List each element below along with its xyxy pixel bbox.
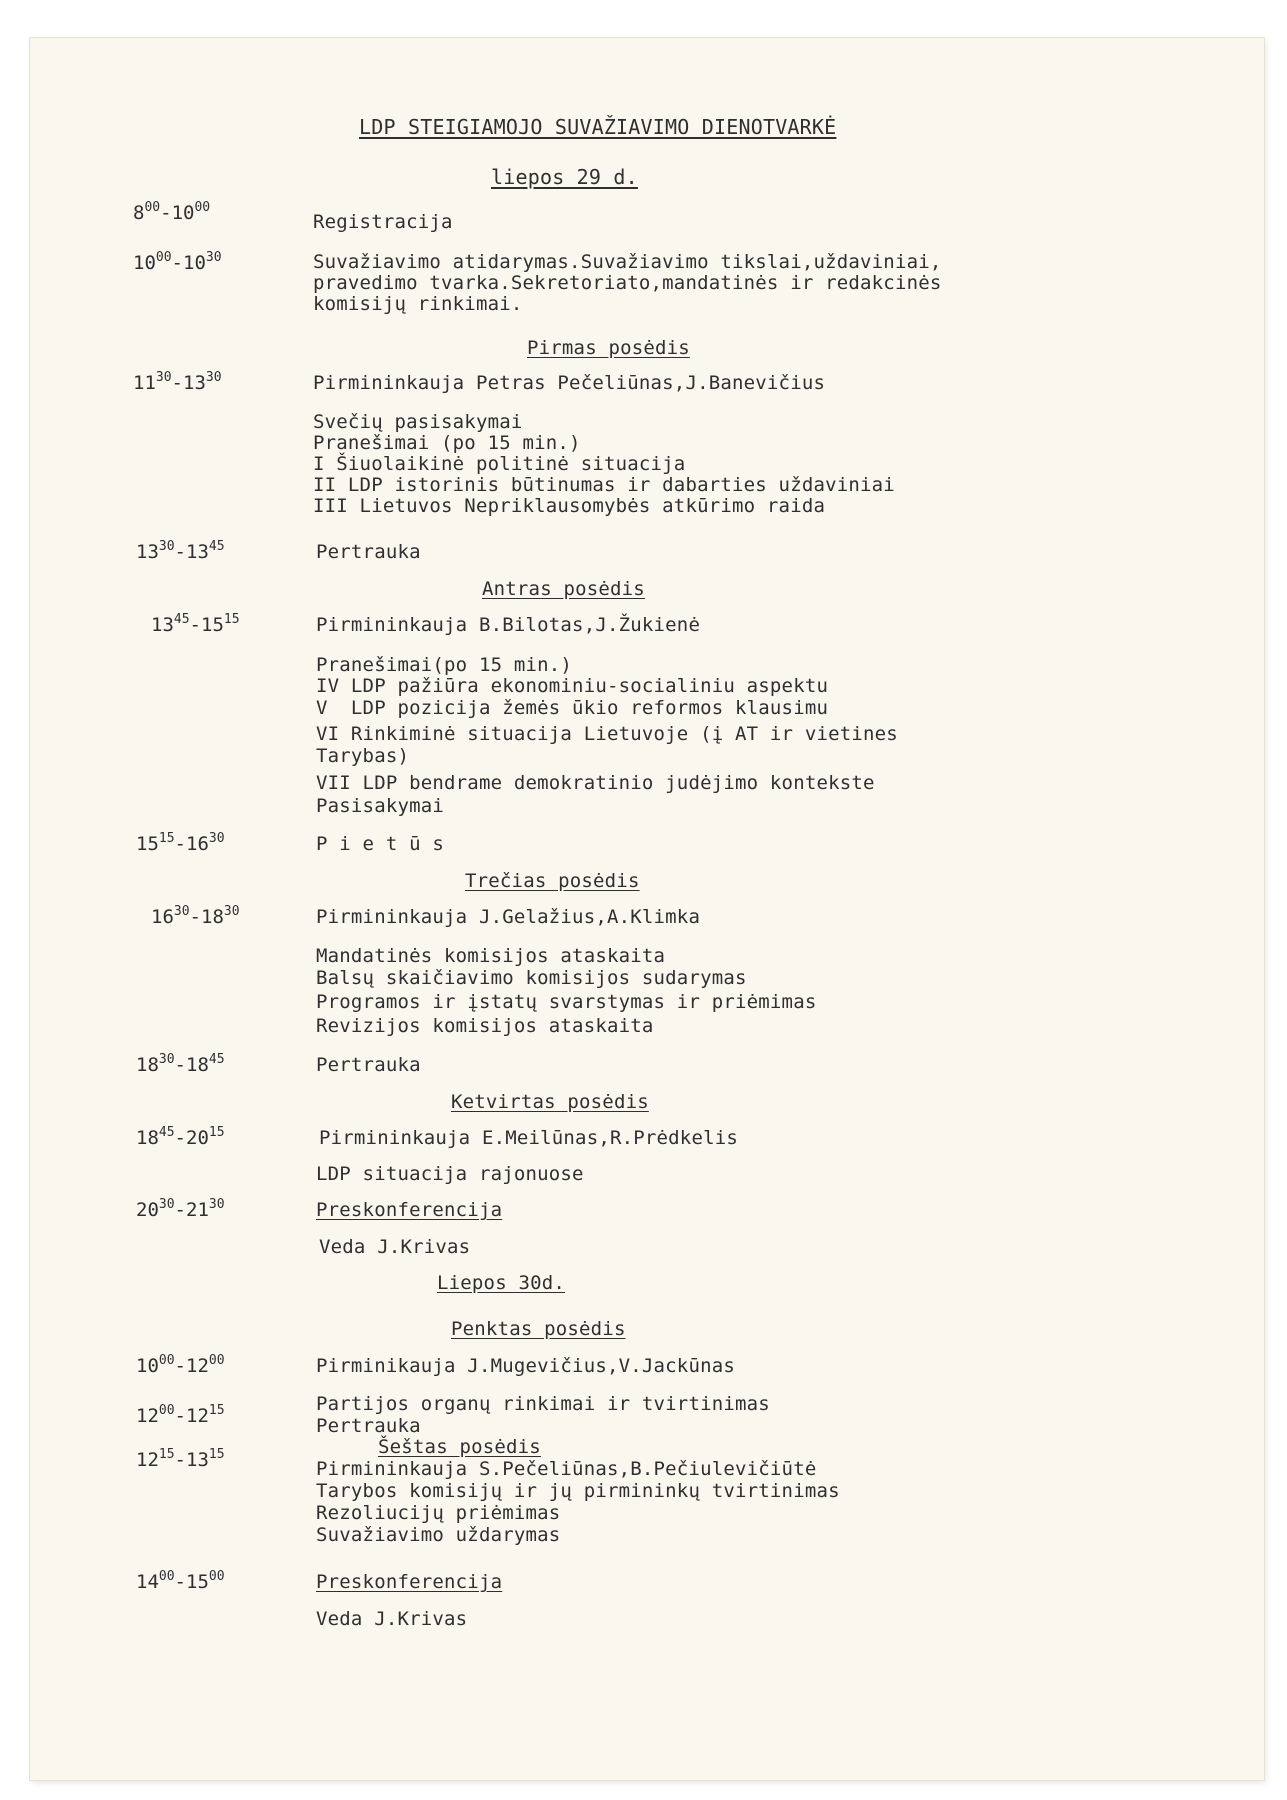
time-range: $8^{00}-10^{00}$	[133, 200, 211, 224]
press-conference-heading: Preskonferencija	[316, 1571, 503, 1593]
agenda-line: komisijų rinkimai.	[313, 293, 523, 315]
session-heading: Penktas posėdis	[451, 1318, 626, 1340]
agenda-line: Suvažiavimo uždarymas	[316, 1524, 561, 1546]
agenda-item: Pertrauka	[316, 1054, 421, 1076]
time-range: $20^{30}-21^{30}$	[136, 1197, 225, 1221]
agenda-line: I Šiuolaikinė politinė situacija	[313, 453, 686, 475]
agenda-line: Pertrauka	[316, 1415, 421, 1437]
day-heading: Liepos 30d.	[437, 1272, 566, 1294]
session-heading: Antras posėdis	[482, 578, 645, 600]
time-range: $11^{30}-13^{30}$	[133, 370, 222, 394]
time-range: $15^{15}-16^{30}$	[136, 831, 225, 855]
agenda-line: Rezoliucijų priėmimas	[316, 1502, 561, 1524]
agenda-line: Pasisakymai	[316, 795, 445, 817]
agenda-line: Veda J.Krivas	[319, 1236, 471, 1258]
time-range: $18^{45}-20^{15}$	[136, 1125, 225, 1149]
time-range: $10^{00}-10^{30}$	[133, 250, 222, 274]
agenda-line: Partijos organų rinkimai ir tvirtinimas	[316, 1393, 770, 1415]
agenda-line: LDP situacija rajonuose	[316, 1163, 584, 1185]
time-range: $14^{00}-15^{00}$	[136, 1569, 225, 1593]
time-range: $10^{00}-12^{00}$	[136, 1353, 225, 1377]
agenda-line: Pranešimai (po 15 min.)	[313, 432, 581, 454]
agenda-line: pravedimo tvarka.Sekretoriato,mandatinės ir redakcinės	[313, 272, 942, 294]
session-chair: Pirmininkauja E.Meilūnas,R.Prėdkelis	[319, 1127, 739, 1149]
session-heading: Ketvirtas posėdis	[451, 1091, 649, 1113]
page-title: LDP STEIGIAMOJO SUVAŽIAVIMO DIENOTVARKĖ	[359, 115, 837, 139]
agenda-line: V LDP pozicija žemės ūkio reformos klausimu	[316, 697, 829, 719]
session-chair: Pirminikauja J.Mugevičius,V.Jackūnas	[316, 1355, 736, 1377]
time-range: $13^{30}-13^{45}$	[136, 539, 225, 563]
agenda-line: III Lietuvos Nepriklausomybės atkūrimo raida	[313, 495, 826, 517]
time-range: $12^{15}-13^{15}$	[136, 1447, 225, 1471]
agenda-item: Registracija	[313, 211, 453, 233]
session-heading: Šeštas posėdis	[378, 1436, 541, 1458]
session-chair: Pirmininkauja S.Pečeliūnas,B.Pečiulevičiūtė	[316, 1458, 817, 1480]
agenda-line: Mandatinės komisijos ataskaita	[316, 945, 666, 967]
session-heading: Pirmas posėdis	[527, 337, 690, 359]
agenda-line: VII LDP bendrame demokratinio judėjimo kontekste	[316, 772, 875, 794]
agenda-line: Pranešimai(po 15 min.)	[316, 654, 573, 676]
session-chair: Pirmininkauja B.Bilotas,J.Žukienė	[316, 614, 701, 636]
press-conference-heading: Preskonferencija	[316, 1199, 503, 1221]
time-range: $18^{30}-18^{45}$	[136, 1052, 225, 1076]
day-heading: liepos 29 d.	[491, 165, 638, 189]
agenda-line: Programos ir įstatų svarstymas ir priėmimas	[316, 991, 817, 1013]
agenda-line: Balsų skaičiavimo komisijos sudarymas	[316, 967, 747, 989]
agenda-line: IV LDP pažiūra ekonominiu-socialiniu aspektu	[316, 675, 829, 697]
agenda-item: P i e t ū s	[316, 833, 445, 855]
time-range: $13^{45}-15^{15}$	[151, 612, 240, 636]
agenda-item: Pertrauka	[316, 541, 421, 563]
agenda-line: Tarybas)	[316, 745, 410, 767]
agenda-line: Suvažiavimo atidarymas.Suvažiavimo tikslai,uždaviniai,	[313, 251, 942, 273]
agenda-line: Veda J.Krivas	[316, 1608, 468, 1630]
time-range: $16^{30}-18^{30}$	[151, 904, 240, 928]
session-heading: Trečias posėdis	[465, 870, 640, 892]
session-chair: Pirmininkauja Petras Pečeliūnas,J.Banevičius	[313, 372, 826, 394]
agenda-line: VI Rinkiminė situacija Lietuvoje (į AT ir vietines	[316, 723, 898, 745]
agenda-line: Revizijos komisijos ataskaita	[316, 1015, 654, 1037]
time-range: $12^{00}-12^{15}$	[136, 1403, 225, 1427]
agenda-line: II LDP istorinis būtinumas ir dabarties uždaviniai	[313, 474, 895, 496]
agenda-line: Tarybos komisijų ir jų pirmininkų tvirtinimas	[316, 1480, 840, 1502]
session-chair: Pirmininkauja J.Gelažius,A.Klimka	[316, 906, 701, 928]
agenda-line: Svečių pasisakymai	[313, 411, 523, 433]
